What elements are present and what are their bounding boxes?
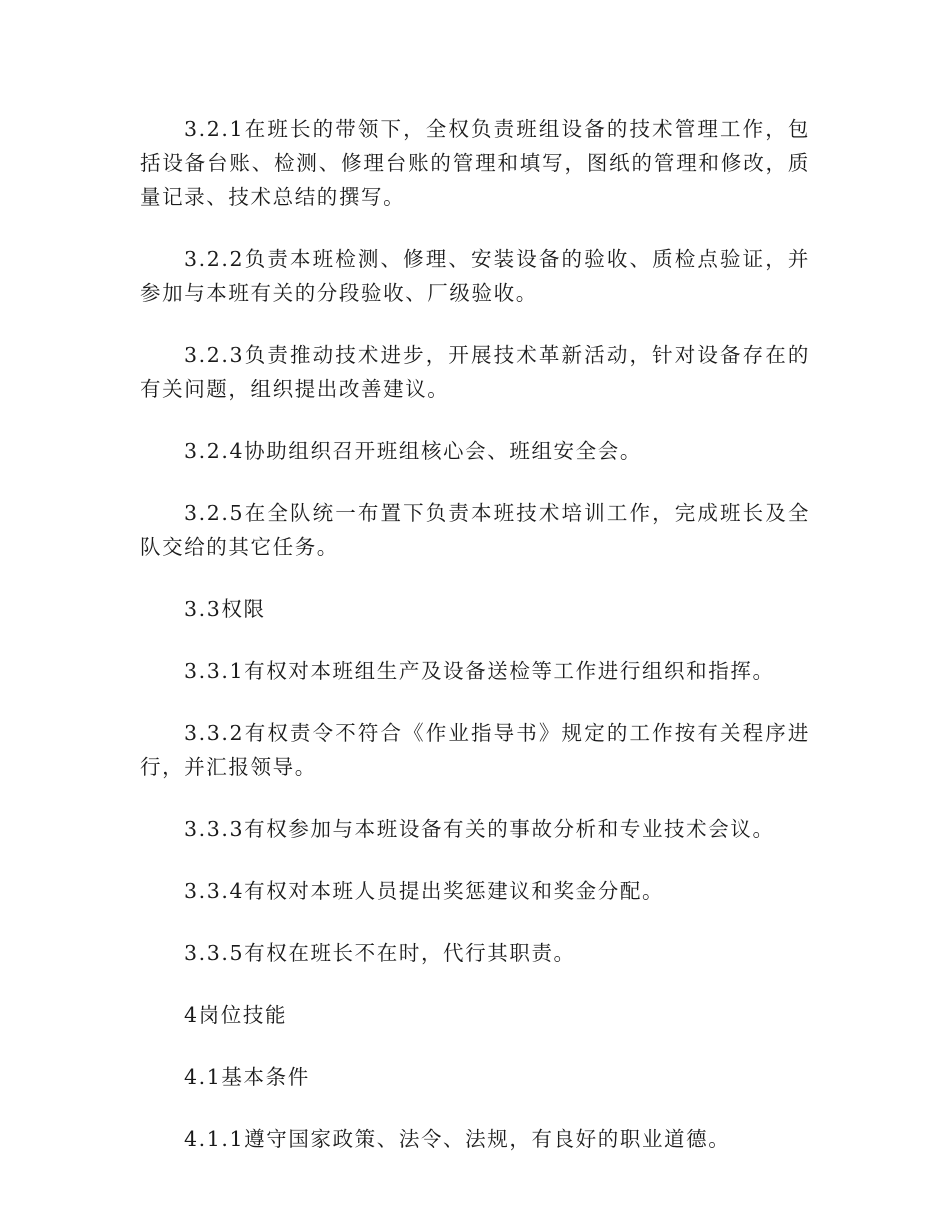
paragraph-3-3-3: 3.3.3有权参加与本班设备有关的事故分析和专业技术会议。	[184, 817, 775, 842]
paragraph-3-3-1: 3.3.1有权对本班组生产及设备送检等工作进行组织和指挥。	[184, 659, 775, 684]
paragraph-3-3-2: 3.3.2有权责令不符合《作业指导书》规定的工作按有关程序进行，并汇报领导。	[140, 721, 810, 780]
heading-3-3: 3.3权限	[184, 597, 266, 622]
paragraph-3-3-4: 3.3.4有权对本班人员提出奖惩建议和奖金分配。	[184, 879, 665, 904]
heading-4: 4岗位技能	[184, 1003, 288, 1028]
heading-4-1: 4.1基本条件	[184, 1065, 310, 1090]
paragraph-3-2-2: 3.2.2负责本班检测、修理、安装设备的验收、质检点验证，并参加与本班有关的分段验收、厂级验收。	[140, 247, 810, 306]
paragraph-4-1-1: 4.1.1遵守国家政策、法令、法规，有良好的职业道德。	[184, 1127, 731, 1152]
paragraph-3-2-4: 3.2.4协助组织召开班组核心会、班组安全会。	[184, 439, 642, 464]
paragraph-3-2-1: 3.2.1在班长的带领下，全权负责班组设备的技术管理工作，包括设备台账、检测、修理台账的管理和填写，图纸的管理和修改，质量记录、技术总结的撰写。	[140, 117, 810, 210]
paragraph-3-2-3: 3.2.3负责推动技术进步，开展技术革新活动，针对设备存在的有关问题，组织提出改善建议。	[140, 343, 810, 402]
paragraph-3-2-5: 3.2.5在全队统一布置下负责本班技术培训工作，完成班长及全队交给的其它任务。	[140, 501, 810, 560]
paragraph-3-3-5: 3.3.5有权在班长不在时，代行其职责。	[184, 941, 576, 966]
